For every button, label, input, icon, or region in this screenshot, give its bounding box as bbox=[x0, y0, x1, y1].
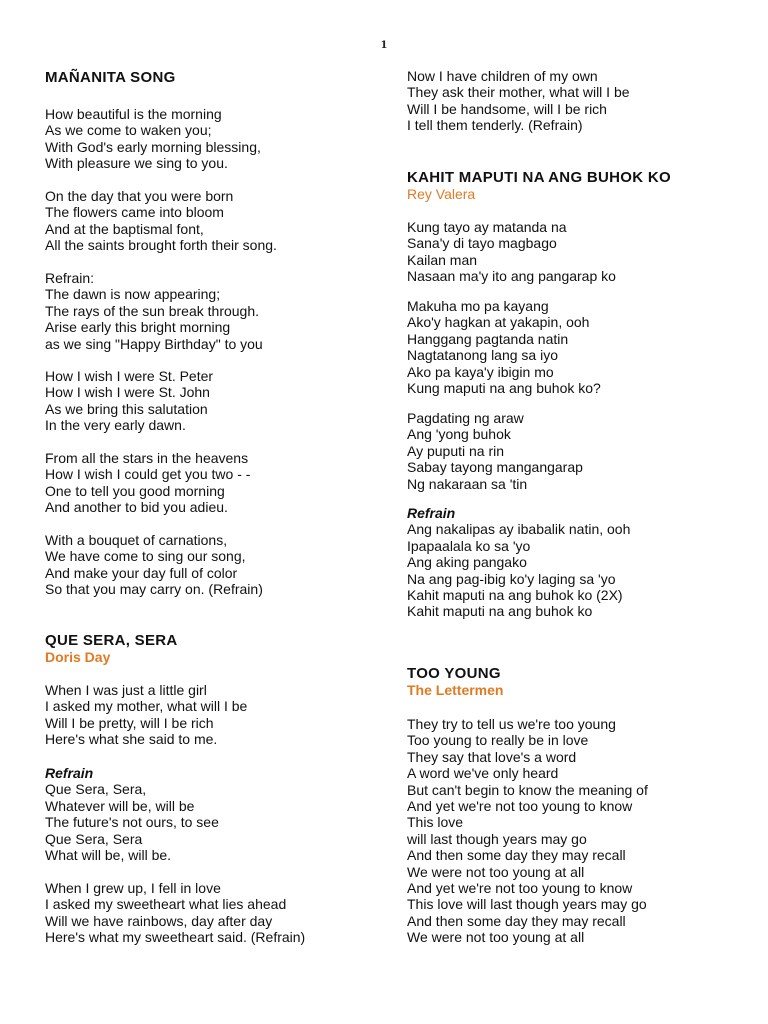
refrain-label: Refrain bbox=[45, 765, 94, 781]
lyric-line: Will I be handsome, will I be rich bbox=[407, 100, 607, 117]
song-title: TOO YOUNG bbox=[407, 665, 501, 682]
lyric-line: When I grew up, I fell in love bbox=[45, 880, 221, 896]
lyric-line: How beautiful is the morning bbox=[45, 106, 222, 122]
stanza-refrain bbox=[45, 765, 219, 863]
lyric-line: Ang aking pangako bbox=[407, 554, 527, 571]
refrain-label: Refrain: bbox=[45, 270, 95, 286]
lyric-line: Kailan man bbox=[407, 251, 478, 268]
lyric-line: They say that love's a word bbox=[407, 748, 577, 765]
lyric-line: How I wish I were St. John bbox=[45, 384, 210, 401]
lyric-line: One to tell you good morning bbox=[45, 482, 225, 499]
lyric-line: I asked my sweetheart what lies ahead bbox=[45, 896, 287, 913]
lyric-line: Ako'y hagkan at yakapin, ooh bbox=[407, 314, 590, 331]
lyric-line: On the day that you were born bbox=[45, 188, 234, 204]
lyric-line: And make your day full of color bbox=[45, 564, 238, 581]
lyric-line: What will be, will be. bbox=[45, 847, 172, 864]
lyric-line: Kahit maputi na ang buhok ko (2X) bbox=[407, 587, 623, 604]
lyric-line: They try to tell us we're too young bbox=[407, 716, 616, 732]
lyric-line: Ang nakalipas ay ibabalik natin, ooh bbox=[407, 521, 631, 538]
stanza bbox=[45, 188, 277, 254]
lyric-line: And at the baptismal font, bbox=[45, 220, 204, 237]
lyric-line: Makuha mo pa kayang bbox=[407, 298, 549, 314]
stanza bbox=[45, 532, 263, 598]
lyric-line: Will I be pretty, will I be rich bbox=[45, 714, 214, 731]
lyric-line: We were not too young at all bbox=[407, 863, 585, 880]
lyric-line: The rays of the sun break through. bbox=[45, 302, 260, 319]
song-manianita bbox=[45, 69, 176, 86]
stanza bbox=[407, 219, 616, 285]
lyric-line: But can't begin to know the meaning of bbox=[407, 781, 648, 798]
lyric-line: And yet we're not too young to know bbox=[407, 880, 633, 897]
song-artist: The Lettermen bbox=[407, 682, 504, 698]
lyric-line: In the very early dawn. bbox=[45, 417, 186, 434]
lyric-line: I asked my mother, what will I be bbox=[45, 698, 248, 715]
lyric-line: With God's early morning blessing, bbox=[45, 138, 261, 155]
lyric-line: This love bbox=[407, 814, 464, 831]
lyric-line: Que Sera, Sera, bbox=[45, 781, 147, 798]
lyric-line: And yet we're not too young to know bbox=[407, 798, 633, 815]
lyric-line: This love will last though years may go bbox=[407, 896, 647, 913]
lyric-line: The future's not ours, to see bbox=[45, 814, 219, 831]
lyric-line: Now I have children of my own bbox=[407, 68, 598, 84]
lyric-line: Ang 'yong buhok bbox=[407, 426, 511, 443]
song-artist: Rey Valera bbox=[407, 186, 476, 202]
lyric-line: When I was just a little girl bbox=[45, 682, 207, 698]
lyric-line: The flowers came into bloom bbox=[45, 204, 224, 221]
page-number: 1 bbox=[380, 40, 388, 51]
song-kahit-maputi bbox=[407, 169, 671, 203]
lyric-line: will last though years may go bbox=[407, 830, 587, 847]
lyric-line: Kung maputi na ang buhok ko? bbox=[407, 380, 601, 397]
stanza bbox=[45, 106, 261, 172]
lyric-line: From all the stars in the heavens bbox=[45, 450, 249, 466]
lyric-line: Ng nakaraan sa 'tin bbox=[407, 475, 528, 492]
stanza-refrain bbox=[407, 505, 630, 620]
lyric-line: With pleasure we sing to you. bbox=[45, 155, 228, 172]
lyric-line: And then some day they may recall bbox=[407, 912, 626, 929]
song-title: KAHIT MAPUTI NA ANG BUHOK KO bbox=[407, 169, 671, 186]
lyric-line: Hanggang pagtanda natin bbox=[407, 330, 569, 347]
lyric-line: Kahit maputi na ang buhok ko bbox=[407, 603, 593, 620]
lyric-line: And another to bid you adieu. bbox=[45, 499, 228, 516]
stanza bbox=[407, 68, 630, 134]
lyric-line: Kung tayo ay matanda na bbox=[407, 219, 567, 235]
stanza bbox=[407, 410, 583, 492]
song-artist: Doris Day bbox=[45, 649, 111, 665]
lyric-line: As we come to waken you; bbox=[45, 122, 212, 139]
song-title: QUE SERA, SERA bbox=[45, 632, 178, 649]
lyric-line: Ako pa kaya'y ibigin mo bbox=[407, 363, 554, 380]
lyric-line: They ask their mother, what will I be bbox=[407, 84, 630, 101]
lyric-line: Here's what my sweetheart said. (Refrain) bbox=[45, 929, 306, 946]
lyric-line: Sabay tayong mangangarap bbox=[407, 459, 583, 476]
stanza-refrain bbox=[45, 270, 263, 352]
lyric-line: I tell them tenderly. (Refrain) bbox=[407, 117, 583, 134]
stanza bbox=[407, 298, 601, 396]
lyric-line: The dawn is now appearing; bbox=[45, 286, 221, 303]
song-too-young bbox=[407, 665, 503, 699]
lyric-line: And then some day they may recall bbox=[407, 847, 626, 864]
lyric-line: So that you may carry on. (Refrain) bbox=[45, 581, 263, 598]
lyric-line: Arise early this bright morning bbox=[45, 319, 231, 336]
lyric-line: With a bouquet of carnations, bbox=[45, 532, 228, 548]
song-title: MAÑANITA SONG bbox=[45, 69, 176, 86]
stanza bbox=[45, 450, 250, 516]
lyric-line: Sana'y di tayo magbago bbox=[407, 235, 557, 252]
lyric-line: Here's what she said to me. bbox=[45, 731, 218, 748]
lyric-line: All the saints brought forth their song. bbox=[45, 237, 277, 254]
lyric-line: We have come to sing our song, bbox=[45, 548, 246, 565]
lyric-line: Nagtatanong lang sa iyo bbox=[407, 347, 558, 364]
lyric-line: How I wish I could get you two - - bbox=[45, 466, 251, 483]
refrain-label: Refrain bbox=[407, 505, 456, 521]
stanza bbox=[45, 682, 247, 748]
lyric-line: We were not too young at all bbox=[407, 929, 585, 946]
stanza bbox=[407, 716, 648, 946]
stanza bbox=[45, 368, 213, 434]
lyric-line: How I wish I were St. Peter bbox=[45, 368, 214, 384]
lyric-line: A word we've only heard bbox=[407, 765, 559, 782]
lyric-line: as we sing "Happy Birthday" to you bbox=[45, 335, 263, 352]
song-que-sera bbox=[45, 632, 178, 666]
lyric-line: Will we have rainbows, day after day bbox=[45, 912, 273, 929]
lyric-line: Ipapaalala ko sa 'yo bbox=[407, 537, 531, 554]
stanza bbox=[45, 880, 305, 946]
lyric-line: Too young to really be in love bbox=[407, 732, 589, 749]
lyric-line: Que Sera, Sera bbox=[45, 830, 143, 847]
lyric-line: Na ang pag-ibig ko'y laging sa 'yo bbox=[407, 570, 616, 587]
lyric-line: Ay puputi na rin bbox=[407, 442, 505, 459]
lyric-line: Nasaan ma'y ito ang pangarap ko bbox=[407, 268, 616, 285]
lyric-line: Whatever will be, will be bbox=[45, 797, 195, 814]
lyric-line: As we bring this salutation bbox=[45, 400, 208, 417]
lyric-line: Pagdating ng araw bbox=[407, 410, 524, 426]
